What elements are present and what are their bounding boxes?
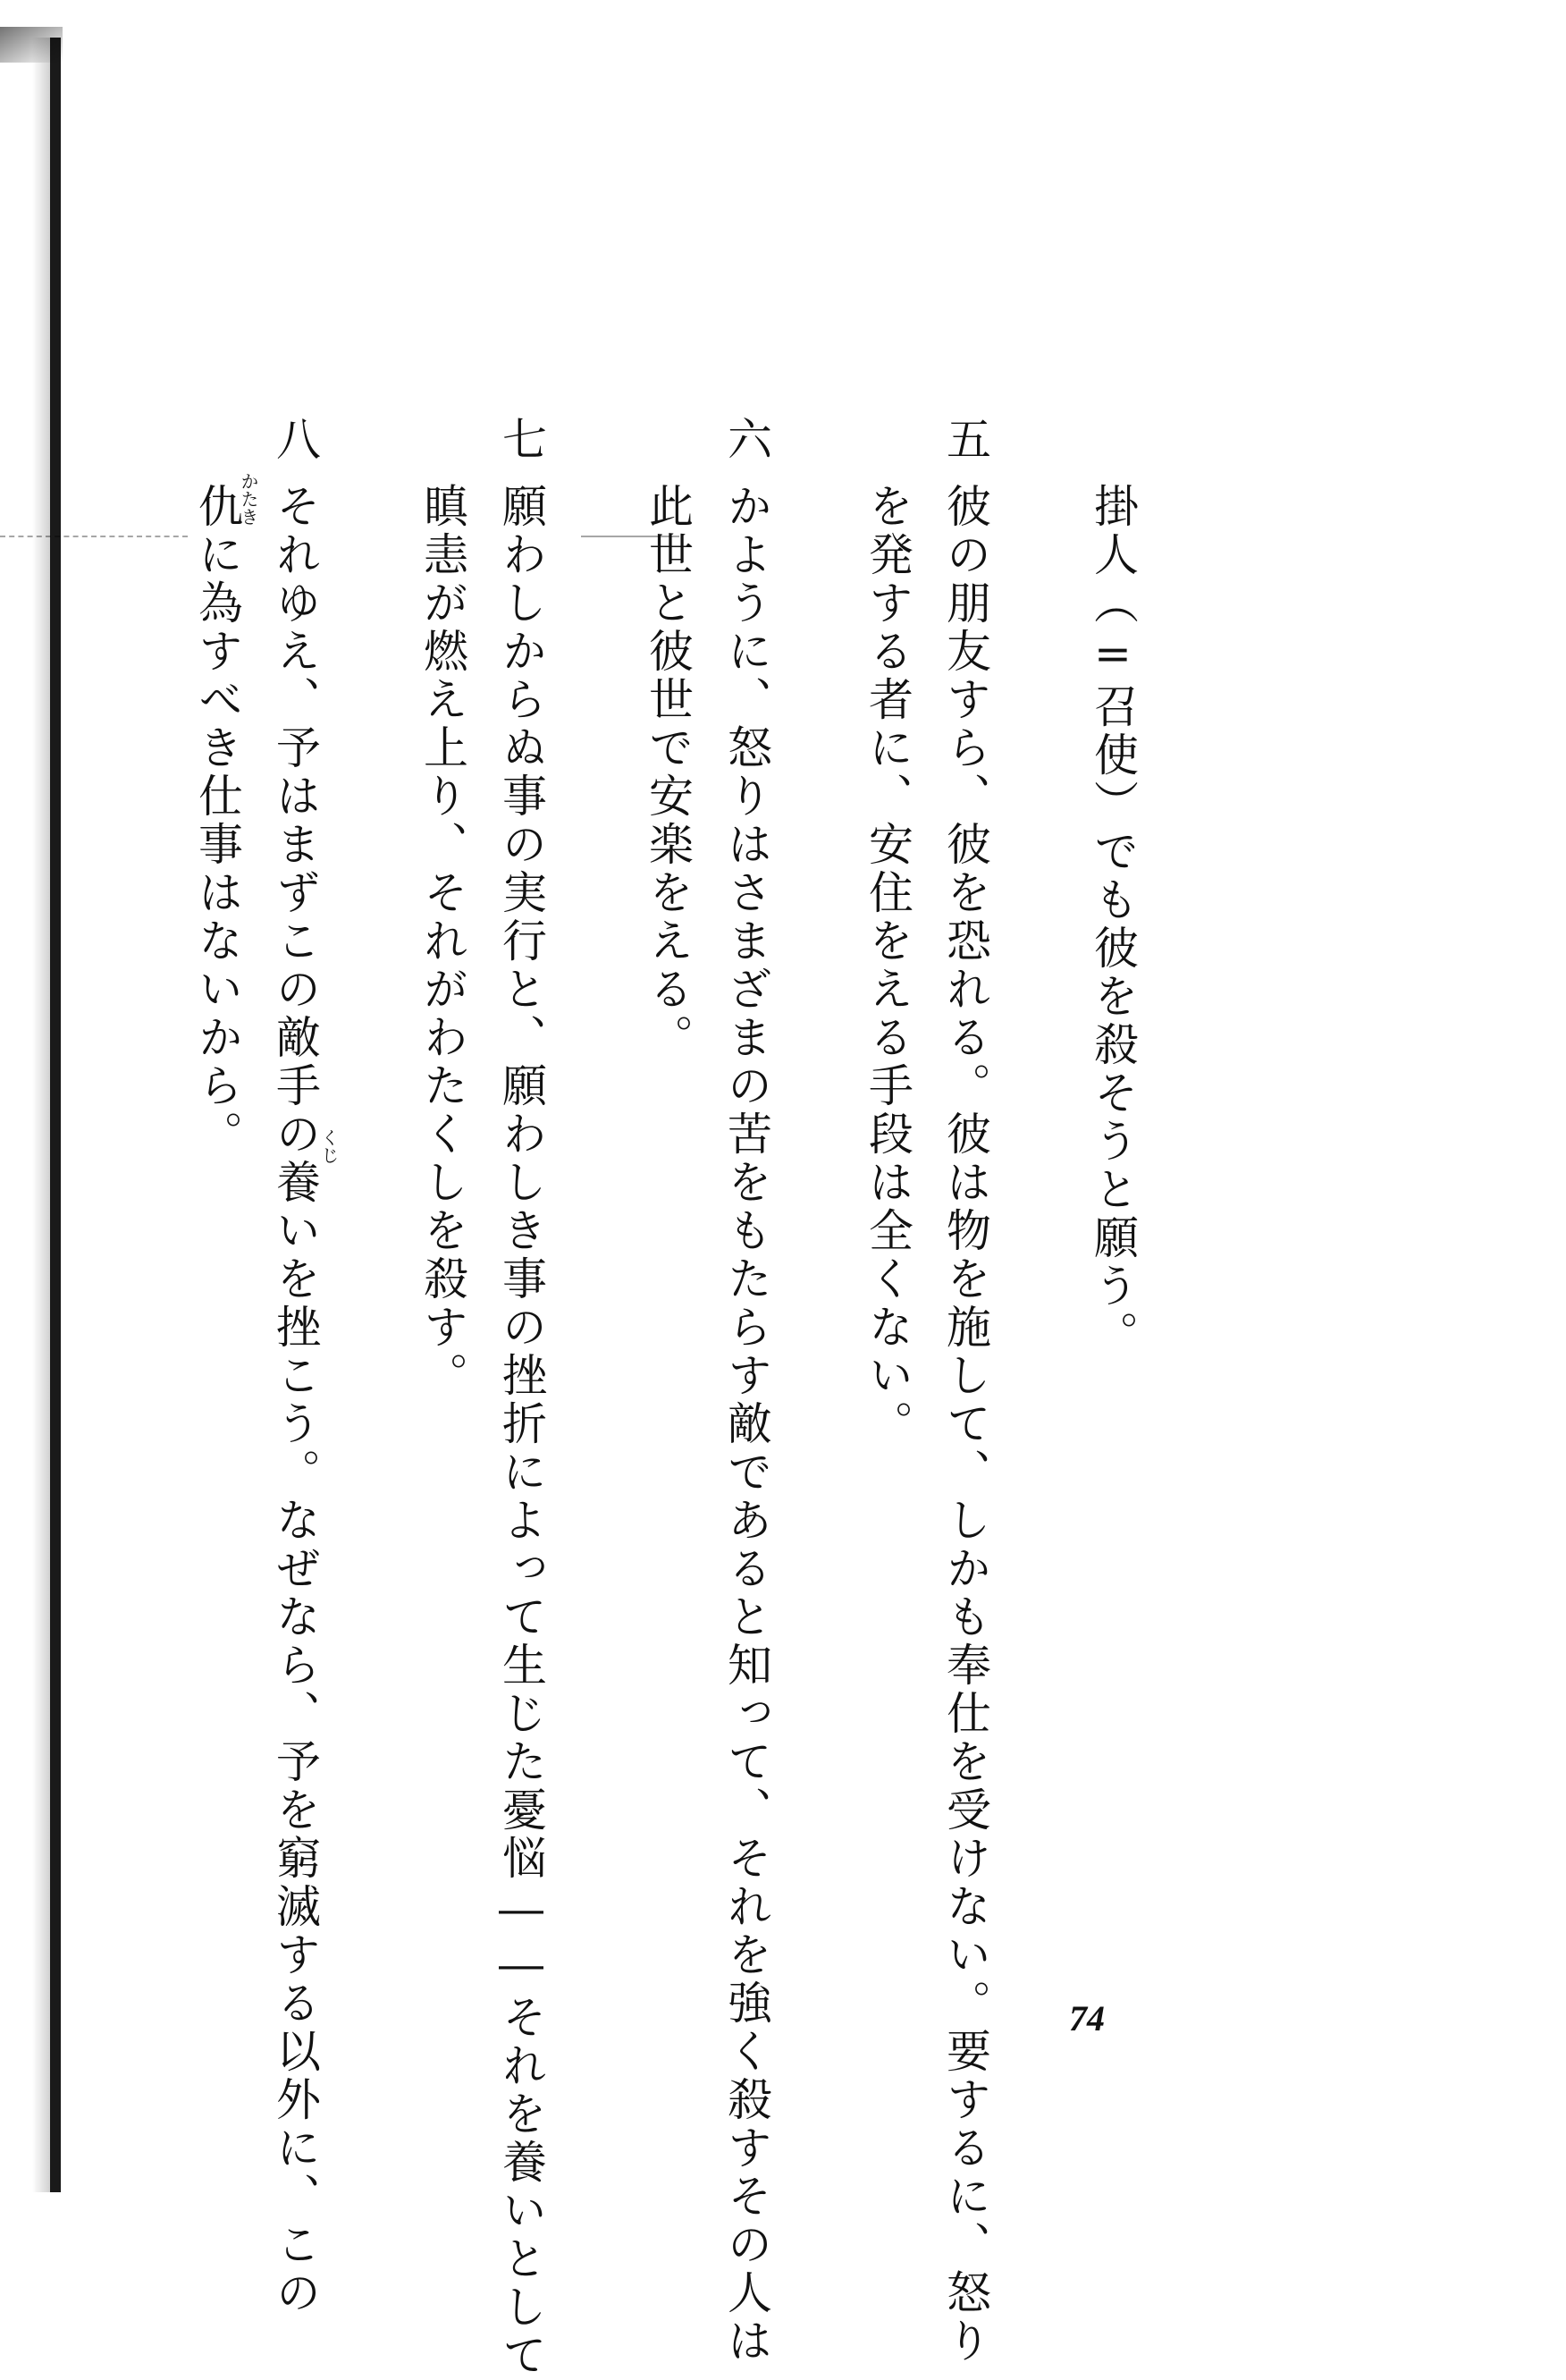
- verse-6-line-2: 此世と彼世で安楽をえる。: [642, 483, 694, 1062]
- verse-line-kakari: 掛人（=召使）でも彼を殺そうと願う。: [1087, 483, 1139, 1359]
- binding-shadow: [32, 38, 50, 2192]
- ruby-kujiko: くじ: [318, 1128, 340, 1164]
- verse-7-line-1: 願わしからぬ事の実行と、願わしき事の挫折によって生じた憂悩――それを養いとして: [495, 483, 547, 2380]
- verse-number-6: 六: [720, 416, 772, 460]
- verse-number-8: 八: [269, 416, 321, 460]
- verse-number-7: 七: [495, 416, 547, 460]
- ruby-kataki: かたき: [238, 472, 259, 526]
- binding-corner: [0, 27, 63, 63]
- verse-number-5: 五: [939, 416, 991, 460]
- verse-6-line-1: かように、怒りはさまざまの苦をもたらす敵であると知って、それを強く殺すその人は: [720, 483, 772, 2366]
- verse-7-line-2: 瞋恚が燃え上り、それがわたくしを殺す。: [417, 483, 468, 1400]
- scan-artifact-line: [0, 536, 188, 537]
- verse-5-line-1: 彼の朋友すら、彼を恐れる。彼は物を施して、しかも奉仕を受けない。要するに、怒り: [939, 483, 991, 2366]
- verse-8-line-1: それゆえ、予はまずこの敵手の養いを挫こう。なぜなら、予を窮滅する以外に、この: [269, 483, 321, 2317]
- verse-8-line-2: 仇に為すべき仕事はないから。: [191, 483, 243, 1159]
- verse-5-line-2: を発する者に、安住をえる手段は全くない。: [862, 483, 914, 1448]
- page-number: 74: [1069, 1998, 1105, 2038]
- binding-edge: [50, 38, 61, 2192]
